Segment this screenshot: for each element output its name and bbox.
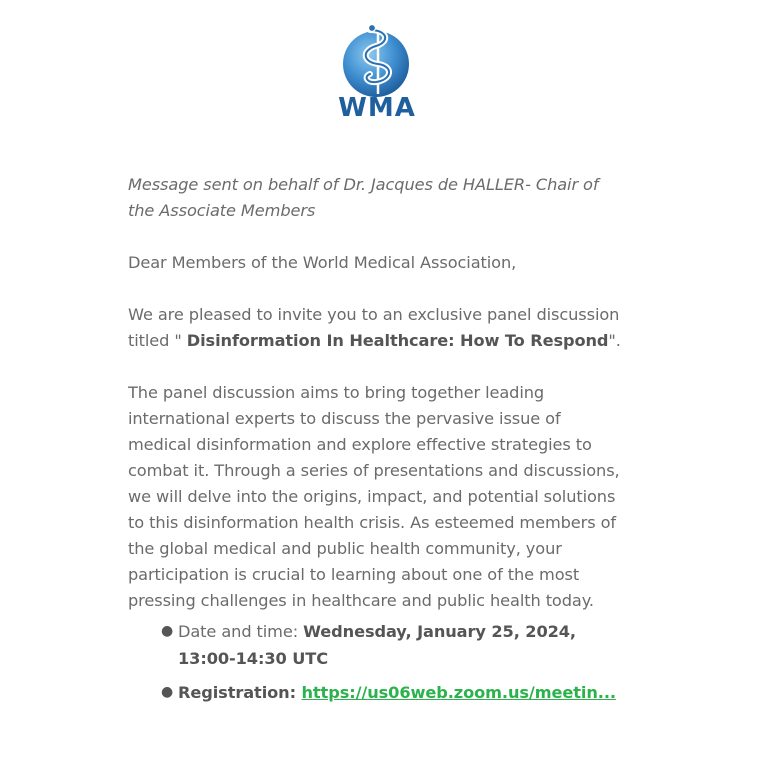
wma-logo-icon (318, 18, 436, 122)
list-item-date (161, 618, 628, 672)
invite-paragraph (128, 302, 628, 354)
bullet-icon: ● (161, 684, 174, 700)
registration-link[interactable]: https://us06web.zoom.us/meetin... (301, 683, 616, 702)
date-label: Date and time: (178, 622, 304, 641)
wma-wordmark: WMA (338, 93, 416, 122)
invite-suffix: ". (608, 331, 621, 350)
date-value: Wednesday, January 25, 2024, 13:00-14:30 UTC (178, 622, 576, 668)
greeting: Dear Members of the World Medical Association, (128, 253, 517, 272)
registration-label: Registration: (178, 683, 302, 702)
description-paragraph: The panel discussion aims to bring together leading international experts to discuss the pervasive issue of medical disinformation and explore effective strategies to combat it. Through a series of presentations and discussions, we will delve into the origins, impact, and potential solutions to this disinformation health crisis. As esteemed members of the global medical and public health community, your participation is crucial to learning about one of the most pressing challenges in healthcare and public health today. (128, 383, 620, 610)
email-body (128, 172, 628, 706)
bullet-icon: ● (161, 623, 174, 639)
wma-logo (318, 18, 436, 122)
invite-prefix: We are pleased to invite you to an exclusive panel discussion titled " (128, 305, 620, 350)
panel-title: Disinformation In Healthcare: How To Respond (186, 331, 609, 350)
list-item-registration (161, 679, 628, 706)
event-details-list (128, 618, 628, 706)
intro-message: Message sent on behalf of Dr. Jacques de HALLER- Chair of the Associate Members (128, 175, 599, 220)
